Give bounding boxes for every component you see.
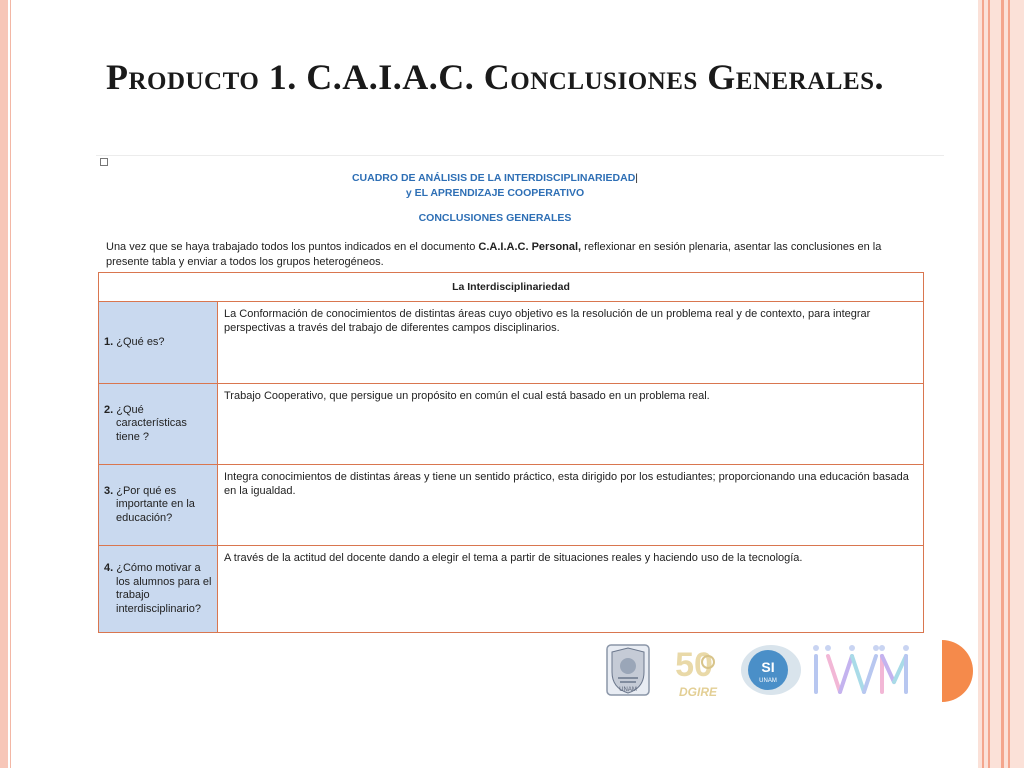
table-header-row <box>99 273 924 302</box>
right-stripe <box>1001 0 1004 768</box>
answer-cell: La Conformación de conocimientos de distintas áreas cuyo objetivo es la resolución de un problema real y de contexto, para integrar perspectivas a través del trabajo de diferentes campos disciplinarios. <box>218 302 924 384</box>
si-sub-label: UNAM <box>759 678 777 684</box>
intro-text: Una vez que se haya trabajado todos los puntos indicados en el documento <box>106 241 479 253</box>
table-row <box>99 302 924 384</box>
question-text: ¿Qué es? <box>116 335 165 348</box>
question-text: ¿Por qué es importante en la educación? <box>116 484 195 524</box>
question-text: ¿Qué características tiene ? <box>116 403 187 443</box>
left-border <box>0 0 8 768</box>
intro-bold: C.A.I.A.C. Personal, <box>478 241 582 253</box>
table-header: La Interdisciplinariedad <box>99 273 924 302</box>
answer-cell: A través de la actitud del docente dando a elegir el tema a partir de situaciones reales y haciendo uso de la tecnología. <box>218 546 924 633</box>
orange-half-circle <box>938 640 974 702</box>
iwm-logo <box>808 642 918 700</box>
heading-line-1: CUADRO DE ANÁLISIS DE LA INTERDISCIPLINARIEDAD <box>351 172 636 184</box>
document-subheading: CONCLUSIONES GENERALES <box>418 212 572 224</box>
conclusions-table <box>98 272 924 633</box>
table-row <box>99 546 924 633</box>
question-number: 3. <box>104 484 114 497</box>
right-stripe <box>1008 0 1010 768</box>
question-number: 2. <box>104 403 114 416</box>
dgire-label: DGIRE <box>678 685 718 699</box>
embedded-document <box>96 155 944 626</box>
heading-line-2: y EL APRENDIZAJE COOPERATIVO <box>405 187 585 199</box>
right-stripe <box>988 0 990 768</box>
left-border-line <box>10 0 11 768</box>
intro-text-end: reflexionar en sesión plenaria, asentar las conclusiones en la presente tabla y enviar a todos los grupos heterogéneos. <box>106 241 882 268</box>
question-number: 4. <box>104 562 114 574</box>
si-label: SI <box>761 659 775 675</box>
logo-strip <box>604 636 984 706</box>
question-cell <box>99 384 218 465</box>
iwm-label: IWM <box>863 699 866 700</box>
table-row <box>99 384 924 465</box>
slide-title: Producto 1. C.A.I.A.C. Conclusiones Generales. <box>105 57 885 97</box>
question-text: ¿Cómo motivar a los alumnos para el trabajo interdisciplinario? <box>116 562 212 615</box>
answer-cell: Integra conocimientos de distintas áreas y tiene un sentido práctico, esta dirigido por los estudiantes; proporcionando una educación basada en la igualdad. <box>218 465 924 546</box>
document-intro <box>106 240 906 270</box>
dgire-50-logo <box>666 640 730 700</box>
question-cell <box>99 465 218 546</box>
unam-label: UNAM <box>619 687 637 693</box>
si-unam-logo <box>738 642 804 698</box>
dgire-number: 50 <box>675 646 713 684</box>
question-cell <box>99 302 218 384</box>
question-number: 1. <box>104 335 114 348</box>
checkbox-mark <box>100 158 108 166</box>
table-row <box>99 465 924 546</box>
document-heading <box>96 171 894 201</box>
question-cell <box>99 546 218 633</box>
answer-cell: Trabajo Cooperativo, que persigue un propósito en común el cual está basado en un problema real. <box>218 384 924 465</box>
text-cursor: | <box>635 172 639 184</box>
unam-shield-logo <box>604 642 652 698</box>
